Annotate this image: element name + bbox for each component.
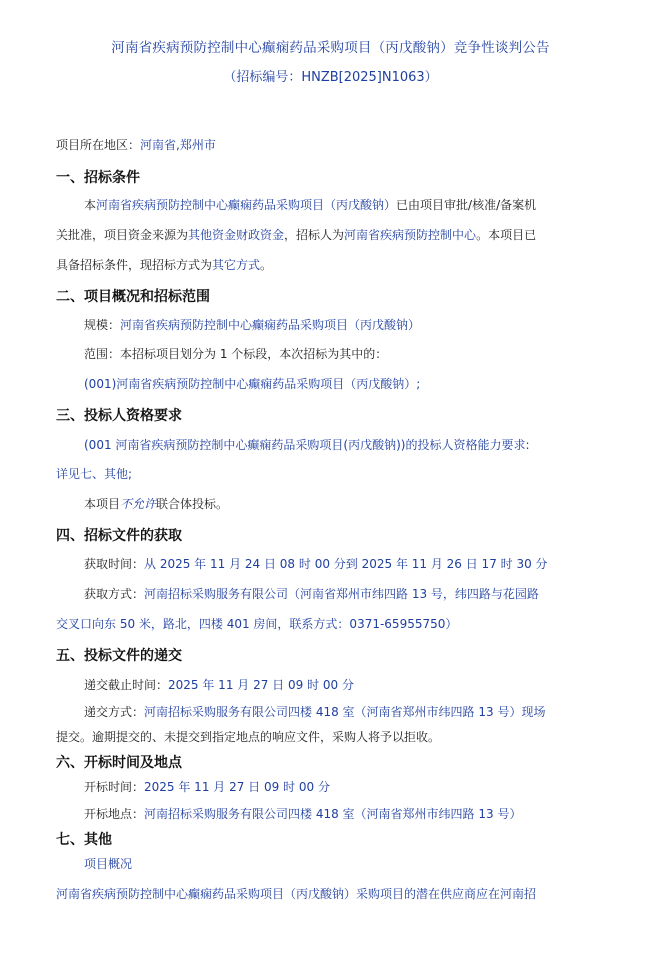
- scale-label: 规模：: [84, 318, 121, 332]
- bid-number: （招标编号：HNZB[2025]N1063）: [223, 70, 438, 85]
- lot-line: (001)河南省疾病预防控制中心癫痫药品采购项目（丙戊酸钠）;: [84, 377, 421, 391]
- opening-time-value: 2025 年 11 月 27 日 09 时 00 分: [144, 780, 330, 794]
- text: 已由项目审批/核准/备案机: [396, 198, 537, 212]
- text: 关批准，项目资金来源为: [56, 228, 189, 242]
- overview-text: 河南省疾病预防控制中心癫痫药品采购项目（丙戊酸钠）采购项目的潜在供应商应在河南招: [56, 887, 537, 901]
- section-heading-4: 四、招标文件的获取: [56, 528, 182, 544]
- region-value: 河南省,郑州市: [140, 138, 216, 152]
- qualification-line: (001 河南省疾病预防控制中心癫痫药品采购项目(丙戊酸钠))的投标人资格能力要求:: [84, 438, 530, 452]
- submit-method-label: 递交方式：: [84, 705, 145, 719]
- text: 本: [84, 198, 97, 212]
- obtain-method-label: 获取方式：: [84, 587, 145, 601]
- s1-line-3: [56, 257, 272, 273]
- obtain-method-cont: 交叉口向东 50 米，路北，四楼 401 房间，联系方式：0371-65955750）: [56, 617, 458, 631]
- section-heading-5: 五、投标文件的递交: [56, 648, 182, 664]
- opening-place-value: 河南招标采购服务有限公司四楼 418 室（河南省郑州市纬四路 13 号）: [144, 807, 522, 821]
- consortium-line: [84, 496, 228, 512]
- opening-place-line: [84, 806, 521, 822]
- opening-place-label: 开标地点：: [84, 807, 145, 821]
- scale-value: 河南省疾病预防控制中心癫痫药品采购项目（丙戊酸钠）: [120, 318, 421, 332]
- obtain-time-label: 获取时间：: [84, 557, 145, 571]
- range-line: 范围：本招标项目划分为 1 个标段，本次招标为其中的：: [84, 347, 388, 361]
- submit-method-cont: 提交。逾期提交的、未提交到指定地点的响应文件，采购人将予以拒收。: [56, 730, 441, 744]
- text: 。: [260, 258, 273, 272]
- section-heading-6: 六、开标时间及地点: [56, 755, 182, 771]
- consortium-value: 不允许: [120, 497, 157, 511]
- text: 具备招标条件，现招标方式为: [56, 258, 213, 272]
- submit-method-line: [84, 704, 545, 720]
- section-heading-1: 一、招标条件: [56, 170, 140, 186]
- region-line: [56, 137, 216, 153]
- deadline-line: [84, 677, 354, 693]
- section-heading-3: 三、投标人资格要求: [56, 408, 182, 424]
- obtain-method-value: 河南招标采购服务有限公司（河南省郑州市纬四路 13 号，纬四路与花园路: [144, 587, 539, 601]
- scale-line: [84, 317, 420, 333]
- tender-method: 其它方式: [212, 258, 261, 272]
- region-label: 项目所在地区：: [56, 138, 141, 152]
- qualification-detail: 详见七、其他;: [56, 467, 133, 481]
- text: ，招标人为: [284, 228, 345, 242]
- overview-subheading: 项目概况: [84, 857, 133, 871]
- tenderer: 河南省疾病预防控制中心: [344, 228, 477, 242]
- s1-line-1: [84, 197, 536, 213]
- project-name: 河南省疾病预防控制中心癫痫药品采购项目（丙戊酸钠）: [96, 198, 397, 212]
- obtain-time-line: [84, 556, 548, 572]
- section-heading-2: 二、项目概况和招标范围: [56, 289, 210, 305]
- s1-line-2: [56, 227, 536, 243]
- obtain-method-line: [84, 586, 539, 602]
- opening-time-line: [84, 779, 330, 795]
- deadline-label: 递交截止时间：: [84, 678, 169, 692]
- text: 。本项目已: [476, 228, 537, 242]
- opening-time-label: 开标时间：: [84, 780, 145, 794]
- submit-method-value: 河南招标采购服务有限公司四楼 418 室（河南省郑州市纬四路 13 号）现场: [144, 705, 546, 719]
- obtain-time-value: 从 2025 年 11 月 24 日 08 时 00 分到 2025 年 11 月 26 日 17 时 30 分: [144, 557, 548, 571]
- deadline-value: 2025 年 11 月 27 日 09 时 00 分: [168, 678, 354, 692]
- fund-source: 其他资金财政资金: [188, 228, 285, 242]
- page-title: 河南省疾病预防控制中心癫痫药品采购项目（丙戊酸钠）竞争性谈判公告: [111, 40, 550, 56]
- section-heading-7: 七、其他: [56, 832, 112, 848]
- text: 联合体投标。: [156, 497, 229, 511]
- text: 本项目: [84, 497, 121, 511]
